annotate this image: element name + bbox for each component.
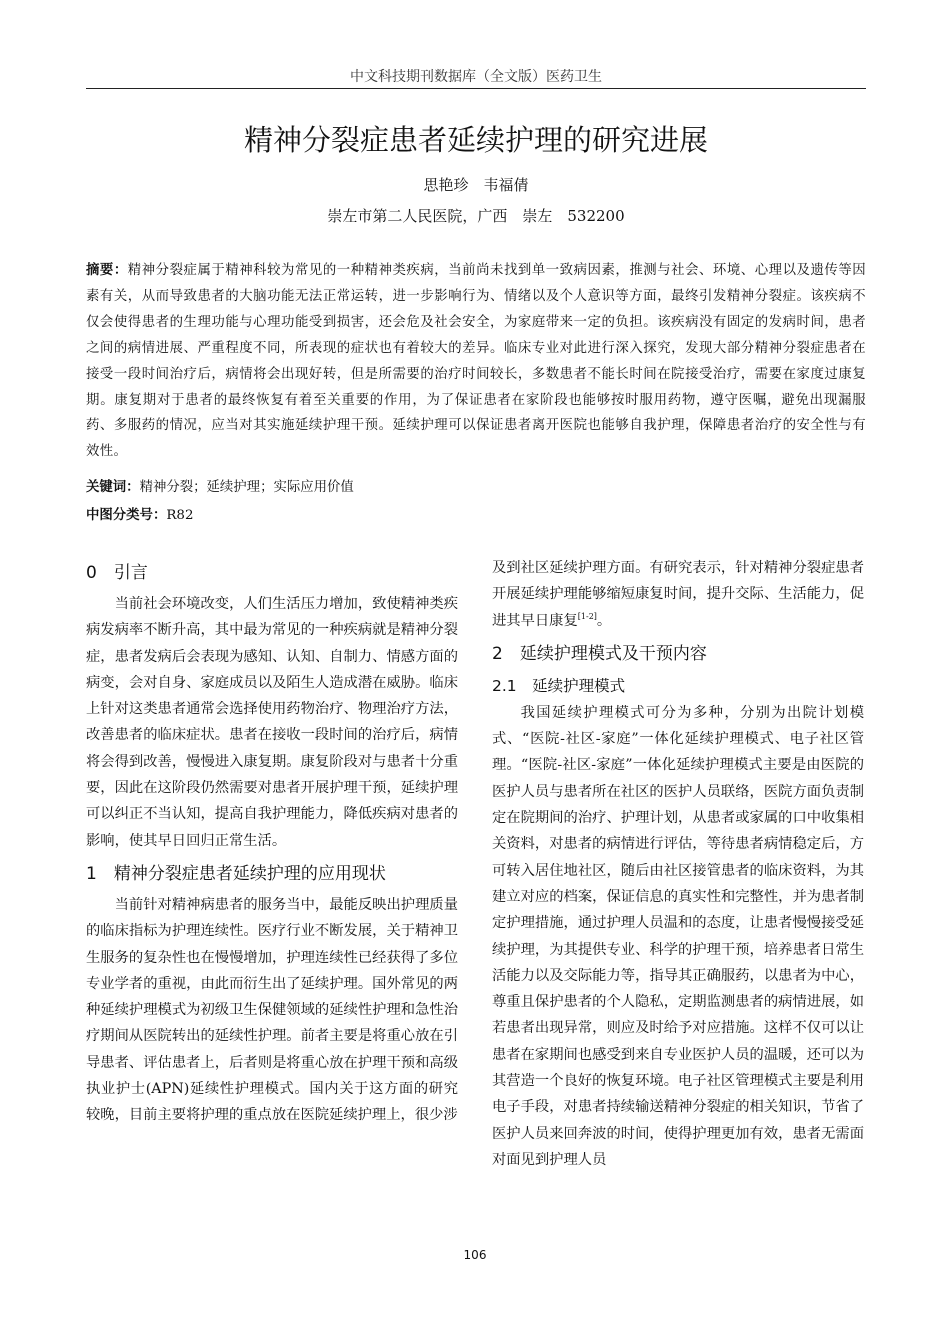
right-column [492, 555, 864, 1173]
abstract-text: 精神分裂症属于精神科较为常见的一种精神类疾病，当前尚未找到单一致病因素，推测与社会、环境、心理以及遗传等因素有关，从而导致患者的大脑功能无法正常运转，进一步影响行为、情绪以及个人意识等方面，最终引发精神分裂症。该疾病不仅会使得患者的生理功能与心理功能受到损害，还会危及社会安全，为家庭带来一定的负担。该疾病没有固定的发病时间，患者之间的病情进展、严重程度不同，所表现的症状也有着较大的差异。临床专业对此进行深入探究，发现大部分精神分裂症患者在接受一段时间治疗后，病情将会出现好转，但是所需要的治疗时间较长，多数患者不能长时间在院接受治疗，需要在家度过康复期。康复期对于患者的最终恢复有着至关重要的作用，为了保证患者在家阶段也能够按时服用药物，遵守医嘱，避免出现漏服药、多服药的情况，应当对其实施延续护理干预。延续护理可以保证患者离开医院也能够自我护理，保障患者治疗的安全性与有效性。 [86, 263, 866, 460]
section1-continued-text: 及到社区延续护理方面。有研究表示，针对精神分裂症患者开展延续护理能够缩短康复时间，提升交际、生活能力，促进其早日康复 [492, 560, 864, 629]
authors: 思艳珍 韦福倩 [423, 176, 529, 194]
header-divider [86, 88, 866, 89]
classification-label: 中图分类号： [86, 508, 167, 523]
section-heading-2: 2 延续护理模式及干预内容 [492, 643, 707, 664]
page-number: 106 [463, 1248, 487, 1262]
left-column [86, 553, 458, 1129]
section1-continued [492, 555, 864, 634]
abstract-label: 摘要： [86, 263, 128, 278]
section1-continued-end: 。 [596, 612, 612, 629]
paper-title: 精神分裂症患者延续护理的研究进展 [243, 123, 708, 157]
subsection-2-1-paragraph: 我国延续护理模式可分为多种，分别为出院计划模式、“医院-社区-家庭”一体化延续护理模式、电子社区管理。“医院-社区-家庭”一体化延续护理模式主要是由医院的医护人员与患者所在社区的医护人员联络，医院方面负责制定在院期间的治疗、护理计划，从患者或家属的口中收集相关资料，对患者的病情进行评估，等待患者病情稳定后，方可转入居住地社区，随后由社区接管患者的临床资料，为其建立对应的档案，保证信息的真实性和完整性，并为患者制定护理措施，通过护理人员温和的态度，让患者慢慢接受延续护理，为其提供专业、科学的护理干预，培养患者日常生活能力以及交际能力等，指导其正确服药，以患者为中心，尊重且保护患者的个人隐私，定期监测患者的病情进展，如若患者出现异常，则应及时给予对应措施。这样不仅可以让患者在家期间也感受到来自专业医护人员的温暖，还可以为其营造一个良好的恢复环境。电子社区管理模式主要是利用电子手段，对患者持续输送精神分裂症的相关知识，节省了医护人员来回奔波的时间，使得护理更加有效，患者无需面对面见到护理人员 [492, 704, 864, 1168]
journal-header: 中文科技期刊数据库（全文版）医药卫生 [350, 69, 602, 85]
keywords-label: 关键词： [86, 480, 140, 495]
affiliation: 崇左市第二人民医院，广西 崇左 532200 [327, 207, 625, 225]
keywords-text: 精神分裂；延续护理；实际应用价值 [139, 480, 354, 495]
intro-paragraph: 当前社会环境改变，人们生活压力增加，致使精神类疾病发病率不断升高，其中最为常见的一种疾病就是精神分裂症，患者发病后会表现为感知、认知、自制力、情感方面的病变，会对自身、家庭成员以及陌生人造成潜在威胁。临床上针对这类患者通常会选择使用药物治疗、物理治疗方法，改善患者的临床症状。患者在接收一段时间的治疗后，病情将会得到改善，慢慢进入康复期。康复阶段对与患者十分重要，因此在这阶段仍然需要对患者开展护理干预，延续护理可以纠正不当认知，提高自我护理能力，降低疾病对患者的影响，使其早日回归正常生活。 [86, 596, 458, 849]
classification [86, 504, 866, 523]
section-heading-intro: 0 引言 [86, 563, 148, 583]
section-heading-1: 1 精神分裂症患者延续护理的应用现状 [86, 863, 386, 884]
classification-text: R82 [166, 508, 194, 523]
citation-ref[interactable]: [1-2] [577, 611, 597, 621]
abstract [86, 258, 866, 465]
keywords [86, 476, 866, 495]
subsection-heading-2-1: 2.1 延续护理模式 [492, 676, 626, 695]
section1-paragraph: 当前针对精神病患者的服务当中，最能反映出护理质量的临床指标为护理连续性。医疗行业不断发展，关于精神卫生服务的复杂性也在慢慢增加，护理连续性已经获得了多位专业学者的重视，由此而衍生出了延续护理。国外常见的两种延续护理模式为初级卫生保健领域的延续性护理和急性治疗期间从医院转出的延续性护理。前者主要是将重心放在引导患者、评估患者上，后者则是将重心放在护理干预和高级执业护士(APN)延续性护理模式。国内关于这方面的研究较晚，目前主要将护理的重点放在医院延续护理上，很少涉 [86, 896, 458, 1124]
